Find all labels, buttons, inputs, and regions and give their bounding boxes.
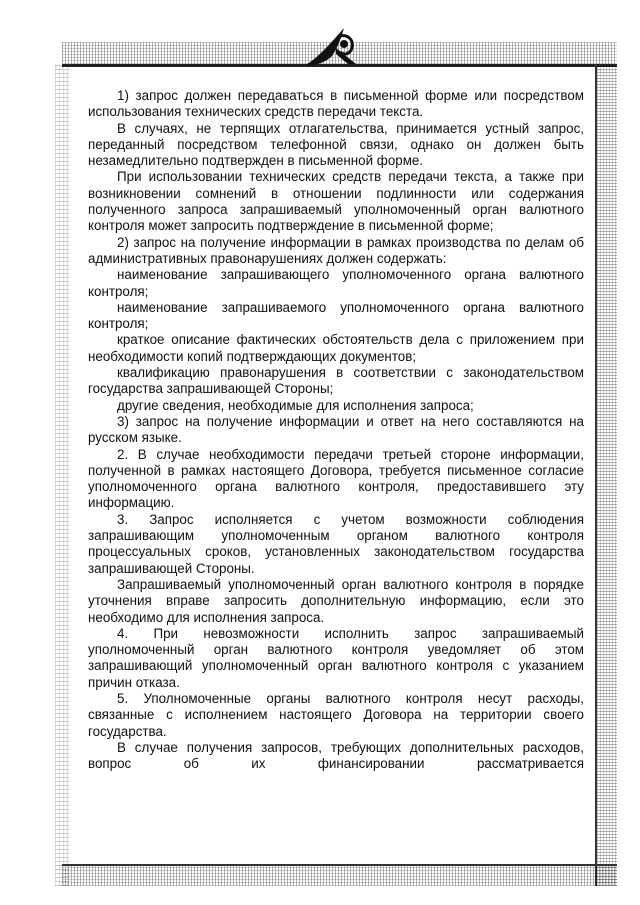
paragraph-4: 2) запрос на получение информации в рамках производства по делам об административных правонарушениях должен содержать: (88, 234, 584, 266)
paragraph-section-3: 3. Запрос исполняется с учетом возможности соблюдения запрашивающим уполномоченным органом валютного контроля процессуальных сроков, установленных законодательством государства запрашивающей Стороны. (88, 511, 584, 576)
list-item-other-info: другие сведения, необходимые для исполнения запроса; (117, 397, 474, 413)
list-item-case-description: краткое описание фактических обстоятельств дела с приложением при необходимости копий подтверждающих документов; (88, 332, 584, 364)
emblem-icon (296, 18, 366, 88)
paragraph-section-2: 2. В случае необходимости передачи третьей стороне информации, полученной в рамках настоящего Договора, требуется письменное согласие уполномоченного органа валютного контроля, предоставившего эту информацию. (88, 446, 584, 511)
paragraph-additional-costs: В случае получения запросов, требующих дополнительных расходов, вопрос об их финансировании рассматривается (88, 739, 584, 772)
paragraph-language: 3) запрос на получение информации и ответ на него составляются на русском языке. (88, 413, 584, 446)
decorative-frame-bottom (62, 866, 617, 886)
paragraph-section-4: 4. При невозможности исполнить запрос запрашиваемый уполномоченный орган валютного контроля уведомляет об этом запрашивающий уполномоченный орган валютного контроля с указанием причин отказа. (88, 625, 584, 690)
paragraph-1: 1) запрос должен передаваться в письменной форме или посредством использования технических средств передачи текста. (88, 88, 584, 120)
paragraph-clarification: Запрашиваемый уполномоченный орган валютного контроля в порядке уточнения вправе запросить дополнительную информацию, если это необходимо для исполнения запроса. (88, 576, 584, 625)
decorative-frame-left (55, 64, 69, 886)
frame-right-border (595, 64, 597, 886)
list-item-qualification: квалификацию правонарушения в соответствии с законодательством государства запрашивающей Стороны; (88, 365, 584, 397)
paragraph-2: В случаях, не терпящих отлагательства, принимается устный запрос, переданный посредством телефонной связи, однако он должен быть незамедлительно подтвержден в письменной форме. (88, 120, 584, 169)
paragraph-3: При использовании технических средств передачи текста, а также при возникновении сомнений в отношении подлинности или содержания полученного запроса запрашиваемый уполномоченный орган валютного контроля может запросить подтверждение в письменной форме; (88, 169, 584, 234)
list-item-requesting-authority: наименование запрашивающего уполномоченного органа валютного контроля; (88, 267, 584, 299)
decorative-frame-right (597, 64, 617, 886)
list-item-requested-authority: наименование запрашиваемого уполномоченного органа валютного контроля; (88, 299, 584, 332)
paragraph-section-5: 5. Уполномоченные органы валютного контроля несут расходы, связанные с исполнением настоящего Договора на территории своего государства. (88, 690, 584, 739)
document-body (88, 88, 584, 772)
